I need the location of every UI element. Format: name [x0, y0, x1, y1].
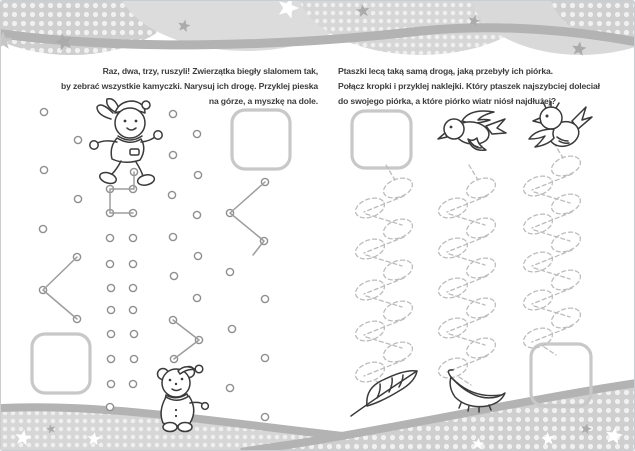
trace-dot [168, 191, 175, 198]
sticker-box [531, 344, 591, 406]
trace-dot [106, 209, 113, 216]
trace-dot [106, 260, 113, 267]
running-bunny-illustration [85, 97, 169, 193]
trace-dot [170, 272, 177, 279]
trace-dot [195, 336, 202, 343]
trace-dot [226, 268, 233, 275]
example-line [43, 257, 77, 319]
instruction-line: na górze, a myszkę na dole. [208, 96, 318, 106]
trace-dot [129, 260, 136, 267]
trace-dot [228, 325, 235, 332]
trace-dot [169, 151, 176, 158]
trace-dot [261, 295, 268, 302]
trace-dot [170, 355, 177, 362]
instruction-line: by zebrać wszystkie kamyczki. Narysuj ich drogę. Przyklej pieska [61, 81, 318, 91]
trace-dot [129, 234, 136, 241]
trace-dot [261, 178, 268, 185]
trace-dot [169, 316, 176, 323]
trace-dot [169, 233, 176, 240]
trace-dot [74, 136, 81, 143]
straight-feather-illustration [347, 366, 425, 418]
trace-dot [129, 284, 136, 291]
trace-dot [261, 413, 268, 420]
trace-dot [39, 286, 46, 293]
swallow-bird-illustration [436, 106, 508, 162]
trace-dot [194, 252, 201, 259]
trace-dot [40, 108, 47, 115]
trace-dot [193, 294, 200, 301]
trace-dot [106, 234, 113, 241]
trace-dot [40, 166, 47, 173]
trace-dot [107, 306, 114, 313]
top-cloud-band [1, 1, 635, 57]
bottom-right-band [239, 383, 635, 451]
instruction-line: Ptaszki lecą taką samą drogą, jaką przebyły ich piórka. [338, 66, 553, 76]
sticker-box [32, 334, 90, 393]
instruction-line: Raz, dwa, trzy, ruszyli! Zwierzątka biegły slalomem tak, [102, 66, 318, 76]
instruction-line: do swojego piórka, a które piórko wiatr niósł najdłużej? [338, 96, 556, 106]
trace-dot [226, 384, 233, 391]
trace-dot [73, 253, 80, 260]
trace-dot [129, 209, 136, 216]
trace-dot [39, 225, 46, 232]
crested-bird-illustration [526, 101, 598, 159]
trace-dot [193, 211, 200, 218]
example-line [230, 182, 265, 255]
trace-dot [129, 380, 136, 387]
trace-dot [260, 237, 267, 244]
teddy-bear-illustration [150, 363, 212, 435]
curved-feather-illustration [441, 367, 511, 415]
trace-dot [107, 380, 114, 387]
trace-dot [130, 330, 137, 337]
trace-dot [129, 306, 136, 313]
trace-dot [107, 330, 114, 337]
trace-dot [106, 403, 113, 410]
trace-dot [169, 110, 176, 117]
trace-dot [193, 130, 200, 137]
dashed-loop-column [353, 165, 415, 389]
trace-dot [194, 171, 201, 178]
trace-dot [261, 354, 268, 361]
trace-dot [107, 355, 114, 362]
trace-dot [130, 355, 137, 362]
dashed-loop-column [521, 143, 583, 355]
dashed-loop-column [436, 165, 498, 385]
trace-dot [107, 284, 114, 291]
trace-dot [74, 195, 81, 202]
sticker-box [352, 111, 411, 168]
trace-dot [73, 315, 80, 322]
sticker-box [232, 110, 290, 169]
instruction-line: Połącz kropki i przyklej naklejki. Który ptaszek najszybciej doleciał [338, 81, 600, 91]
trace-dot [226, 209, 233, 216]
example-line [173, 320, 199, 359]
